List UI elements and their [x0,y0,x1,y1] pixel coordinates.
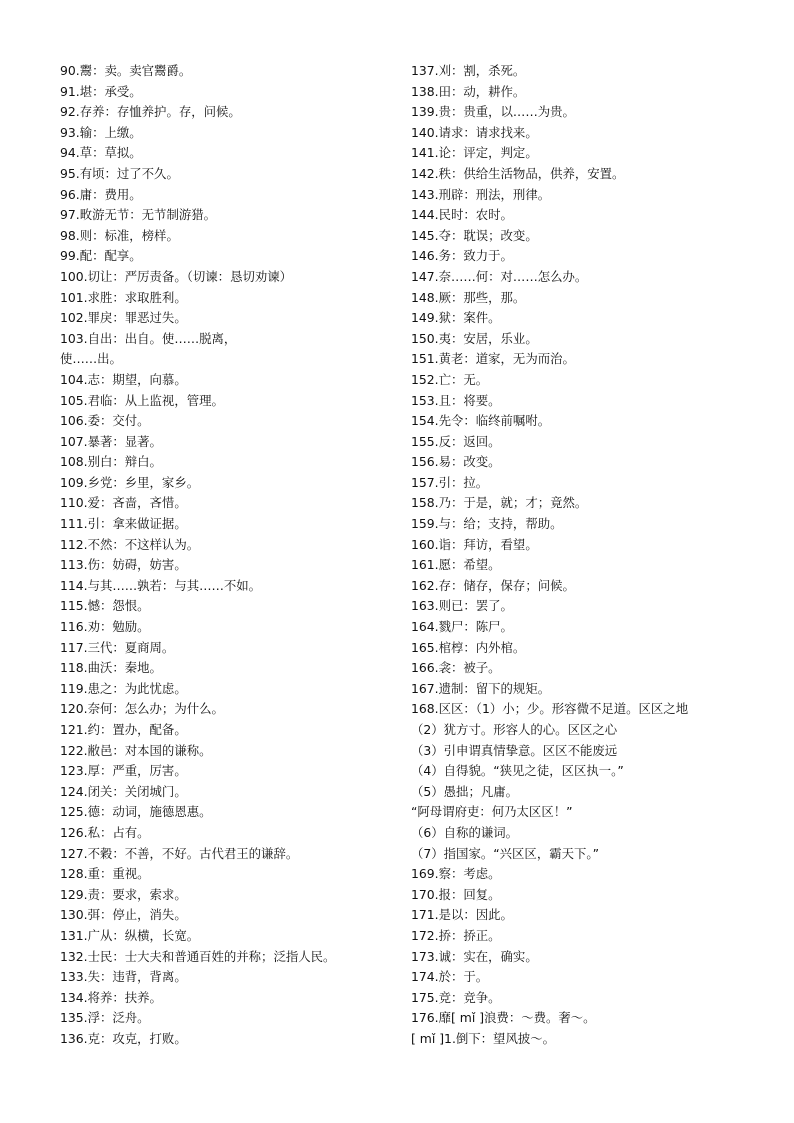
left-column-entry: 128.重：重视。 [60,866,150,882]
right-column-entry: 156.易：改变。 [411,454,501,470]
left-column-entry: 107.暴著：显著。 [60,433,162,449]
left-column-entry: 114.与其……孰若：与其……不如。 [60,577,262,593]
right-column-entry: 139.贵：贵重，以……为贵。 [411,104,575,120]
right-column-entry: 146.务：致力于。 [411,248,513,264]
left-column-entry: 93.输：上缴。 [60,124,142,140]
left-column-entry: 100.切让：严厉责备。（切谏：恳切劝谏） [60,268,293,284]
right-column-entry: 170.报：回复。 [411,886,501,902]
right-column-entry: 160.诣：拜访，看望。 [411,536,538,552]
right-column-entry: 169.察：考虑。 [411,866,501,882]
left-column-entry: 124.闭关：关闭城门。 [60,783,187,799]
right-column-entry: 154.先令：临终前嘱咐。 [411,413,551,429]
left-column-entry: 117.三代：夏商周。 [60,639,175,655]
right-column-entry: 159.与：给；支持，帮助。 [411,516,563,532]
right-column-entry: 141.论：评定，判定。 [411,145,538,161]
right-column-entry: （6）自称的谦词。 [411,824,519,840]
right-column-entry: 142.秩：供给生活物品，供养，安置。 [411,165,625,181]
right-column-entry: 163.则已：罢了。 [411,598,513,614]
left-column-entry: 110.爱：吝啬，吝惜。 [60,495,187,511]
left-column [60,61,390,1050]
left-column-entry: 109.乡党：乡里，家乡。 [60,474,200,490]
right-column-entry: [ mǐ ]1.倒下：望风披～。 [411,1030,556,1046]
right-column-entry: 145.夺：耽误；改变。 [411,227,538,243]
left-column-entry: 123.厚：严重，厉害。 [60,763,187,779]
right-column-entry: 137.刈：割，杀死。 [411,63,526,78]
right-column-entry: 173.诚：实在，确实。 [411,948,538,964]
right-column-entry: 166.衾：被子。 [411,660,501,676]
left-column-entry: 102.罪戾：罪恶过失。 [60,310,187,326]
left-column-entry: 129.责：要求，索求。 [60,886,187,902]
right-column-entry: 175.竞：竞争。 [411,989,501,1005]
right-column-entry: 176.靡[ mǐ ]浪费：～费。奢～。 [411,1010,596,1026]
right-column-entry: （2）犹方寸。形容人的心。区区之心 [411,722,618,737]
right-column-entry: 174.於：于。 [411,969,489,985]
right-column-entry: “阿母谓府吏：何乃太区区！” [411,804,573,820]
left-column-entry: 96.庸：费用。 [60,186,142,202]
left-column-entry: 122.敝邑：对本国的谦称。 [60,742,212,758]
right-column-entry: 157.引：拉。 [411,474,489,490]
left-column-entry: 91.堪：承受。 [60,83,142,99]
right-column-entry: 165.棺椁：内外棺。 [411,639,526,655]
left-column-entry: 97.畋游无节：无节制游猎。 [60,207,217,223]
left-column-entry: 90.鬻：卖。卖官鬻爵。 [60,63,192,78]
left-column-entry: 使……出。 [60,351,122,367]
right-column-entry: （3）引申谓真情挚意。区区不能废远 [411,742,618,758]
right-column-entry: 153.且：将要。 [411,392,501,408]
right-column-entry: 149.狱：案件。 [411,310,501,326]
left-column-entry: 116.劝：勉励。 [60,619,150,635]
right-column-entry: 164.戮尸：陈尸。 [411,619,513,635]
right-column-entry: （7）指国家。“兴区区，霸天下。” [411,845,599,861]
right-column-entry: 151.黄老：道家，无为而治。 [411,351,575,367]
left-column-entry: 104.志：期望，向慕。 [60,371,187,387]
right-column-entry: 158.乃：于是，就；才；竟然。 [411,495,588,511]
left-column-entry: 112.不然：不这样认为。 [60,536,200,552]
left-column-entry: 105.君临：从上监视，管理。 [60,392,224,408]
left-column-entry: 130.弭：停止，消失。 [60,907,187,923]
left-column-entry: 99.配：配享。 [60,248,142,264]
left-column-entry: 133.失：违背，背离。 [60,969,187,985]
right-column-entry: 152.亡：无。 [411,371,489,387]
left-column-entry: 135.浮：泛舟。 [60,1010,150,1026]
left-column-entry: 94.草：草拟。 [60,145,142,161]
left-column-entry: 121.约：置办，配备。 [60,722,187,737]
right-column-entry: 138.田：动，耕作。 [411,83,526,99]
left-column-entry: 103.自出：出自。使……脱离， [60,330,237,346]
right-column-entry: 144.民时：农时。 [411,207,513,223]
right-column [411,61,751,1050]
left-column-entry: 101.求胜：求取胜利。 [60,289,187,305]
left-column-entry: 134.将养：扶养。 [60,989,162,1005]
left-column-entry: 120.奈何：怎么办；为什么。 [60,701,224,717]
left-column-entry: 115.憾：怨恨。 [60,598,150,614]
left-column-entry: 125.德：动词，施德恩惠。 [60,804,212,820]
left-column-entry: 132.士民：士大夫和普通百姓的并称；泛指人民。 [60,948,336,964]
left-column-entry: 106.委：交付。 [60,413,150,429]
right-column-entry: 172.挢：挢正。 [411,927,501,943]
right-column-entry: 162.存：储存，保存；问候。 [411,577,575,593]
right-column-entry: 140.请求：请求找来。 [411,124,538,140]
left-column-entry: 131.广从：纵横，长宽。 [60,927,200,943]
left-column-entry: 113.伤：妨碍，妨害。 [60,557,187,573]
left-column-entry: 108.别白：辩白。 [60,454,162,470]
right-column-entry: （4）自得貌。“狭见之徒，区区执一。” [411,763,624,779]
right-column-entry: （5）愚拙；凡庸。 [411,783,519,799]
right-column-entry: 150.夷：安居，乐业。 [411,330,538,346]
right-column-entry: 161.愿：希望。 [411,557,501,573]
right-column-entry: 155.反：返回。 [411,433,501,449]
left-column-entry: 95.有顷：过了不久。 [60,165,179,181]
left-column-entry: 136.克：攻克，打败。 [60,1030,187,1046]
left-column-entry: 111.引：拿来做证据。 [60,516,187,532]
left-column-entry: 127.不穀：不善，不好。古代君王的谦辞。 [60,845,299,861]
right-column-entry: 168.区区：（1）小；少。形容微不足道。区区之地 [411,701,689,717]
right-column-entry: 147.奈……何：对……怎么办。 [411,268,588,284]
right-column-entry: 171.是以：因此。 [411,907,513,923]
right-column-entry: 143.刑辟：刑法，刑律。 [411,186,551,202]
left-column-entry: 92.存养：存恤养护。存，问候。 [60,104,241,120]
right-column-entry: 148.厥：那些，那。 [411,289,526,305]
right-column-entry: 167.遗制：留下的规矩。 [411,680,551,696]
left-column-entry: 126.私：占有。 [60,824,150,840]
left-column-entry: 119.患之：为此忧虑。 [60,680,187,696]
left-column-entry: 118.曲沃：秦地。 [60,660,162,676]
left-column-entry: 98.则：标准，榜样。 [60,227,179,243]
